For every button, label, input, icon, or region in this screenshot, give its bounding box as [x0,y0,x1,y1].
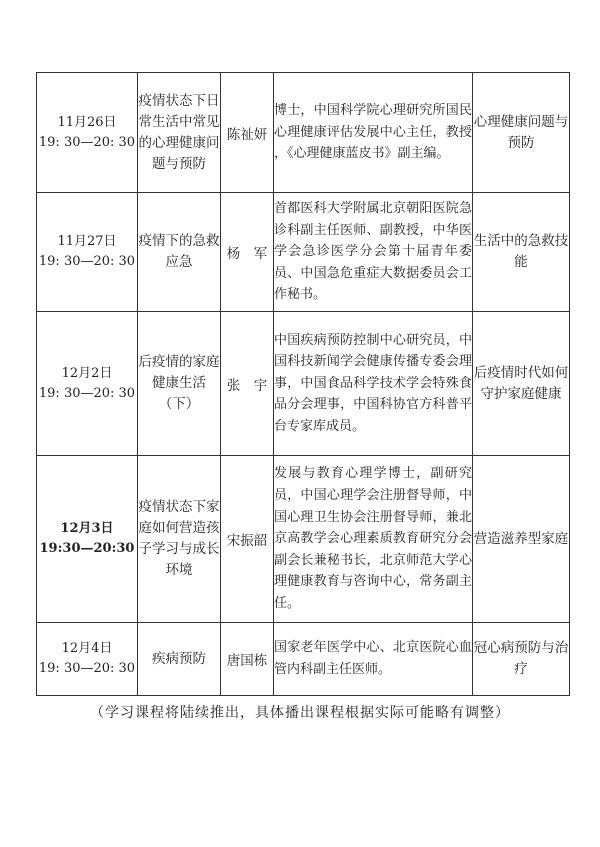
topic-cell: 疾病预防 [138,623,221,696]
table-row [37,193,570,312]
content-cell: 生活中的急救技能 [473,193,570,312]
bio-cell: 发展与教育心理学博士，副研究员，中国心理学会注册督导师，中国心理卫生协会注册督导师，兼北京高教学会心理素质教育研究分会副会长兼秘书长，北京师范大学心理健康教育与咨询中心，常务副主任。 [274,456,473,623]
row-time: 19: 30—20: 30 [38,385,136,401]
topic-cell: 疫情状态下日常生活中常见的心理健康问题与预防 [138,73,221,193]
speaker-cell: 唐国栋 [221,623,274,696]
schedule-sheet [36,72,569,696]
row-date: 11月27日 [57,234,117,249]
row-time: 19: 30—20: 30 [38,134,136,150]
row-date: 12月4日 [61,641,113,656]
row-date: 12月2日 [61,365,113,381]
time-cell [37,623,138,696]
time-cell [37,312,138,456]
speaker-cell: 陈祉妍 [221,73,274,193]
row-date: 11月26日 [57,114,117,130]
table-row [37,312,570,456]
footer-note: （学习课程将陆续推出，具体播出课程根据实际可能略有调整） [90,705,510,721]
topic-cell: 疫情下的急救应急 [138,193,221,312]
content-cell: 营造滋养型家庭 [473,456,570,623]
bio-cell: 博士，中国科学院心理研究所国民心理健康评估发展中心主任，教授 ，《心理健康蓝皮书》副主编。 [274,73,473,193]
speaker-cell: 杨 军 [221,193,274,312]
row-time: 19: 30—20: 30 [38,661,136,676]
bio-cell: 国家老年医学中心、北京医院心血管内科副主任医师。 [274,623,473,696]
speaker-cell: 宋振韶 [221,456,274,623]
row-time: 19:30—20:30 [39,541,135,556]
topic-cell: 后疫情的家庭健康生活（下） [138,312,221,456]
bio-cell: 中国疾病预防控制中心研究员，中国科技新闻学会健康传播专委会理事，中国食品科学技术学会特殊食品分会理事，中国科协官方科普平台专家库成员。 [274,312,473,456]
content-cell: 后疫情时代如何守护家庭健康 [473,312,570,456]
row-date: 12月3日 [60,521,114,536]
content-cell: 心理健康问题与预防 [473,73,570,193]
table-row [37,456,570,623]
table-row [37,73,570,193]
content-cell: 冠心病预防与治疗 [473,623,570,696]
speaker-cell: 张 宇 [221,312,274,456]
time-cell [37,456,138,623]
course-schedule-table [36,72,570,696]
row-time: 19: 30—20: 30 [38,254,136,269]
topic-cell: 疫情状态下家庭如何营造孩子学习与成长环境 [138,456,221,623]
time-cell [37,73,138,193]
bio-cell: 首都医科大学附属北京朝阳医院急诊科副主任医师、副教授，中华医学会急诊医学分会第十届青年委员、中国急危重症大数据委员会工作秘书。 [274,193,473,312]
table-row [37,623,570,696]
time-cell [37,193,138,312]
